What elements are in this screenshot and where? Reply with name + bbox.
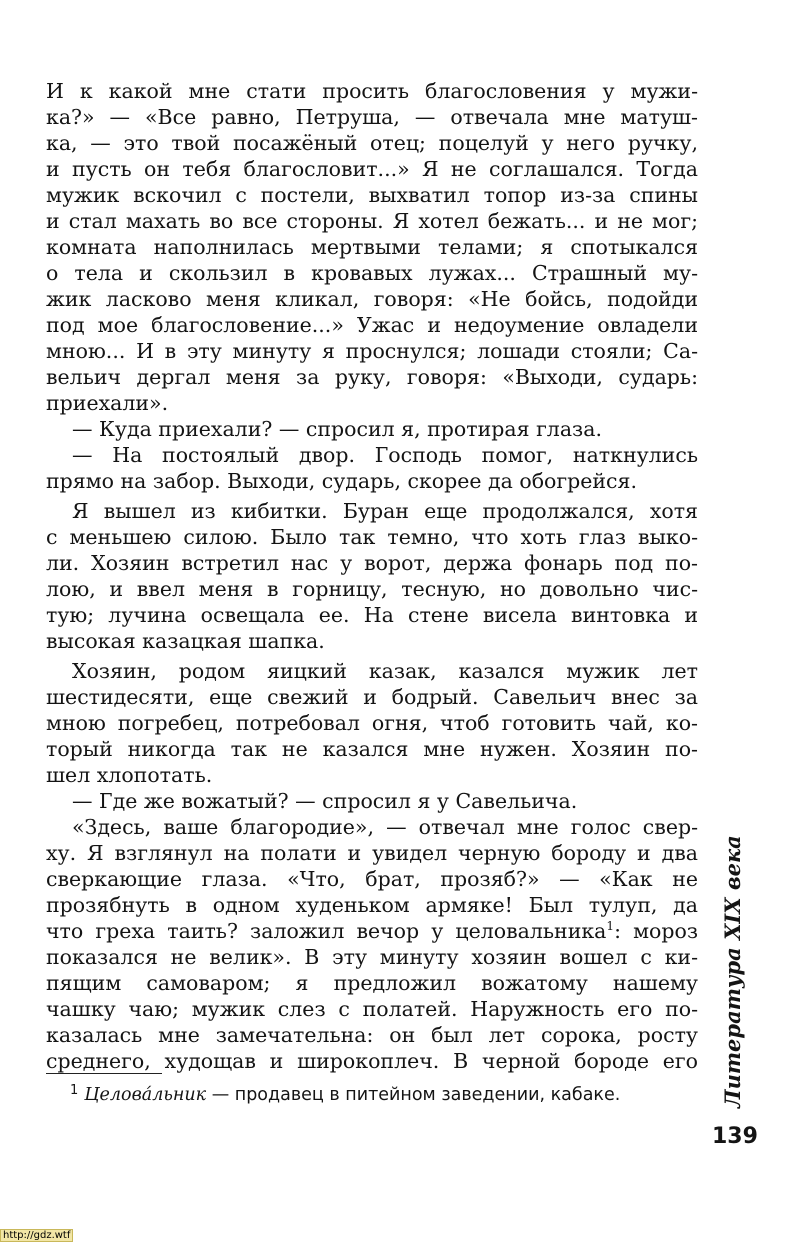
- text-line: приехали».: [46, 391, 169, 415]
- text-line: жик ласково меня кликал, говоря: «Не бойсь, подойди: [46, 287, 698, 311]
- page-number: 139: [712, 1124, 758, 1149]
- text-line: под мое благословение...» Ужас и недоумение овладели: [46, 313, 698, 337]
- text-line: чашку чаю; мужик слез с полатей. Наружность его по-: [46, 997, 698, 1021]
- text-line-with-footnote-ref: [46, 918, 698, 944]
- text-line: и стал махать во все стороны. Я хотел бежать... и не мог;: [46, 209, 698, 233]
- footnote-divider: [46, 1073, 162, 1074]
- body-text: [46, 78, 698, 1074]
- footnote: [70, 1082, 698, 1110]
- text-line: вельич дергал меня за руку, говоря: «Выходи, сударь:: [46, 365, 698, 389]
- text-line: среднего, худощав и широкоплеч. В черной бороде его: [46, 1049, 698, 1073]
- text-line-part: : мороз: [614, 919, 698, 943]
- text-line: ка, — это твой посажёный отец; поцелуй у него ручку,: [46, 131, 698, 155]
- text-line: с меньшею силою. Было так темно, что хоть глаз выко-: [46, 525, 698, 549]
- text-line: шел хлопотать.: [46, 763, 213, 787]
- text-line: показался не велик». В эту минуту хозяин вошел с ки-: [46, 945, 698, 969]
- text-line: высокая казацкая шапка.: [46, 629, 325, 653]
- text-line: Я вышел из кибитки. Буран еще продолжался, хотя: [72, 499, 698, 523]
- text-line: — Куда приехали? — спросил я, протирая глаза.: [72, 417, 602, 441]
- text-line: и пусть он тебя благословит...» Я не соглашался. Тогда: [46, 157, 698, 181]
- text-line: мною... И в эту минуту я проснулся; лошади стояли; Са-: [46, 339, 698, 363]
- footnote-reference: 1: [606, 919, 615, 934]
- text-line: пящим самоваром; я предложил вожатому нашему: [46, 971, 698, 995]
- text-line: ли. Хозяин встретил нас у ворот, держа фонарь под по-: [46, 551, 698, 575]
- text-line: тую; лучина освещала ее. На стене висела винтовка и: [46, 603, 698, 627]
- text-line: «Здесь, ваше благородие», — отвечал мне голос свер-: [72, 815, 698, 839]
- text-line: о тела и скользил в кровавых лужах... Страшный му-: [46, 261, 698, 285]
- text-line: ху. Я взглянул на полати и увидел черную бороду и два: [46, 841, 698, 865]
- text-line: шестидесяти, еще свежий и бодрый. Савельич внес за: [46, 685, 698, 709]
- watermark-link[interactable]: http://gdz.wtf: [0, 1229, 73, 1242]
- text-line: комната наполнилась мертвыми телами; я спотыкался: [46, 235, 698, 259]
- text-line: мужик вскочил с постели, выхватил топор из-за спины: [46, 183, 698, 207]
- text-line: прозябнуть в одном худеньком армяке! Был тулуп, да: [46, 893, 698, 917]
- text-line: И к какой мне стати просить благословения у мужи-: [46, 79, 698, 103]
- text-line: торый никогда так не казался мне нужен. Хозяин по-: [46, 737, 698, 761]
- text-line: ка?» — «Все равно, Петруша, — отвечала мне матуш-: [46, 105, 698, 129]
- text-line: прямо на забор. Выходи, сударь, скорее да обогрейся.: [46, 469, 637, 493]
- footnote-term: Целова́льник: [84, 1085, 207, 1105]
- footnote-text: — продавец в питейном заведении, кабаке.: [206, 1085, 621, 1105]
- text-line-part: что греха таить? заложил вечор у целовальника: [46, 919, 607, 943]
- text-line: сверкающие глаза. «Что, брат, прозяб?» — «Как не: [46, 867, 698, 891]
- running-section-title: Литература XIX века: [720, 835, 745, 1108]
- footnote-number: 1: [70, 1083, 79, 1098]
- text-line: — Где же вожатый? — спросил я у Савельича.: [72, 789, 578, 813]
- text-line: мною погребец, потребовал огня, чтоб готовить чай, ко-: [46, 711, 698, 735]
- text-line: лою, и ввел меня в горницу, тесную, но довольно чис-: [46, 577, 698, 601]
- text-line: Хозяин, родом яицкий казак, казался мужик лет: [72, 659, 698, 683]
- text-line: — На постоялый двор. Господь помог, наткнулись: [72, 443, 698, 467]
- text-line: казалась мне замечательна: он был лет сорока, росту: [46, 1023, 698, 1047]
